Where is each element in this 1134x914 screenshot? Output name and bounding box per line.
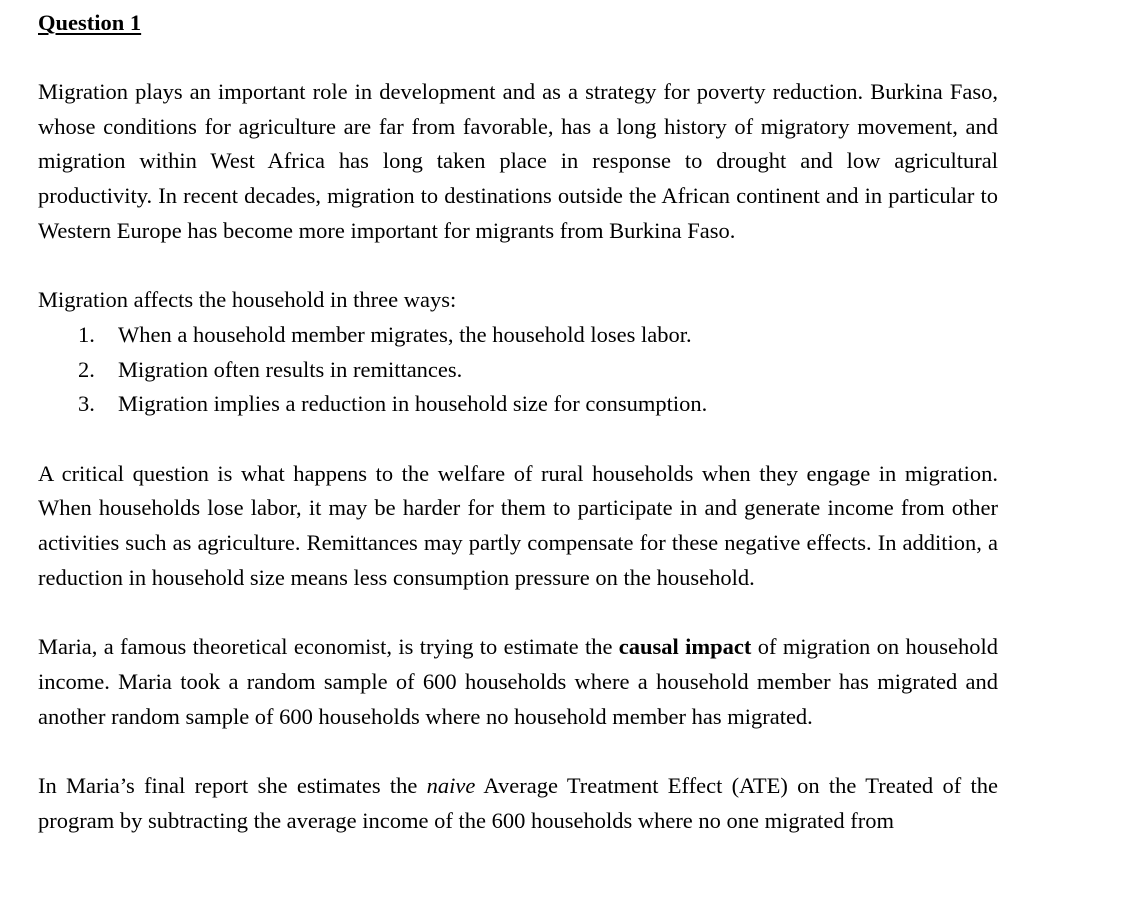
- text-span: Average Treatment Effect (ATE) on the Treated of the program by subtracting the average income of the 600 households where no one migrated from: [38, 773, 998, 833]
- text-span: of migration on household income. Maria took a random sample of 600 households where a household member has migrated and another random sample of 600 households where no household member has migrated.: [38, 634, 998, 729]
- list-item-text: Migration implies a reduction in household size for consumption.: [118, 391, 708, 417]
- italic-text-naive: naive: [426, 773, 476, 798]
- bold-text-causal-impact: causal impact: [618, 634, 752, 660]
- paragraph-maria-sample: [38, 630, 998, 734]
- paragraph-welfare-question: A critical question is what happens to the welfare of rural households when they engage in migration. When households lose labor, it may be harder for them to participate in and generate income from other activities such as agriculture. Remittances may partly compensate for these negative effects. In addition, a reduction in household size means less consumption pressure on the household.: [38, 460, 998, 590]
- list-item-text: Migration often results in remittances.: [118, 356, 463, 382]
- paragraph-background: Migration plays an important role in development and as a strategy for poverty reduction. Burkina Faso, whose conditions for agriculture are far from favorable, has a long history of migratory movement, and migration within West Africa has long taken place in response to drought and low agricultural productivity. In recent decades, migration to destinations outside the African continent and in particular to Western Europe has become more important for migrants from Burkina Faso.: [38, 79, 998, 243]
- question-heading: Question 1: [38, 10, 142, 35]
- spacer: [38, 249, 998, 284]
- list-item-number: 2.: [78, 356, 95, 382]
- list-item: [38, 353, 998, 388]
- list-item-number: 1.: [78, 321, 95, 347]
- list-item: [38, 318, 998, 353]
- document-page: [38, 6, 998, 838]
- paragraph-maria-report: [38, 769, 998, 838]
- spacer: [38, 596, 998, 631]
- text-span: Maria, a famous theoretical economist, is trying to estimate the: [38, 634, 619, 660]
- spacer: [38, 422, 998, 457]
- list-item-text: When a household member migrates, the household loses labor.: [118, 321, 692, 347]
- spacer: [38, 40, 998, 75]
- paragraph-intro: Migration affects the household in three ways:: [38, 287, 457, 313]
- list-item-number: 3.: [78, 391, 95, 417]
- text-span: In Maria’s final report she estimates the: [38, 773, 427, 798]
- list-item: [38, 387, 998, 422]
- ways-list: [38, 318, 998, 422]
- spacer: [38, 734, 998, 769]
